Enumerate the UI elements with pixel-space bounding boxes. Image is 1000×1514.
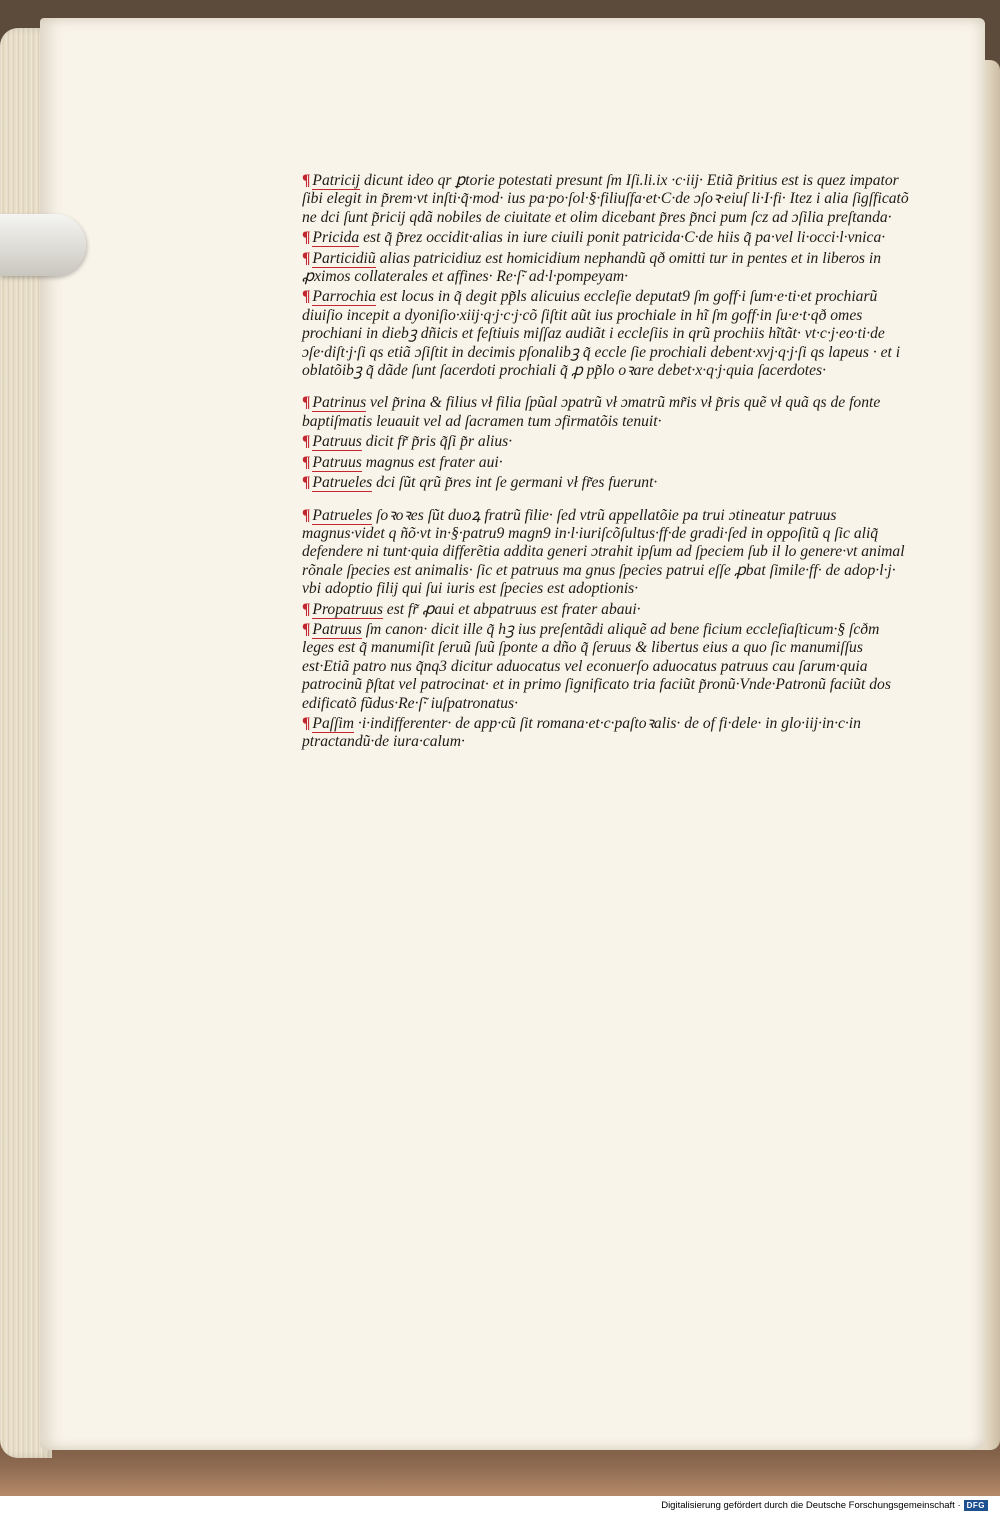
pilcrow-icon: ¶ xyxy=(302,229,311,247)
entry-text: ·i·indifferenter· de app·cũ ſit romana·et·c·paſtoꝛalis· de of fi·dele· in glo·iij·in·c·in ptractandũ·de iura·calum· xyxy=(302,714,861,751)
entry-text: ſoꝛoꝛes ſũt duoꝝ fratrũ filie· ſed vtrũ appellatõie pa trui ɔtineatur patruus magnus·videt q ñõ·vt in·§·patru9 magn9 in·l·iuriſcõſultus·ff·de gradi·ſed in oppoſitũ q ſic aliq̃ defendere ni tunt·quia differẽtia addita generi ɔtrahit ipſum ad ſpeciem ſub il lo genere·vt animal rõnale ſpecies est animalis· ſic et patruus ma gnus ſpecies patrui eſſe ꝓbat ſimile·ff· de adop·l·j· vbi adoptio filij qui ſui iuris est ſpecies est adoptionis· xyxy=(302,506,905,598)
pilcrow-icon: ¶ xyxy=(302,288,311,306)
entry-parrochia xyxy=(300,288,912,380)
entry-patruus-magnus xyxy=(300,454,912,472)
entry-head: Patruus xyxy=(312,453,362,471)
entry-text: dicunt ideo qr ꝑtorie potestati presunt ſm Iſi.li.ix ·c·iij· Etiã p̃ritius est is quez impator ſibi elegit in p̃rem·vt inſti·q̃·mod· ius pa·po·ſol·§·filiuſfa·et·C·de ɔſoꝛ·eiuſ li·I·fi· Itez i alia ſigſficatõ ne dci ſunt p̃ricij qdã nobiles de ciuitate et olim dicebant p̃res p̃nci pum ſcz ad ɔſilia preſtanda· xyxy=(302,172,909,226)
entry-text: ſm canon· dicit ille q̃ hꝫ ius preſentãdi aliquẽ ad bene ficium eccleſiaſticum·§ ſcðm leges est q̃ manumiſit ſeruũ ſuũ ſponte a dño q̃ ſeruus & libertus eius a quo ſic manumiſſus est·Etiã patro nus q̃nq3 dicitur aduocatus vel econuerſo aduocatus patruus cau ſarum·quia patrocinũ p̃ſtat vel patrocinat· et in primo ſignificato tria faciũt p̃ronũ·Vnde·Patronũ faciũt dos edificatõ fũdus·Re·ſ̃· iuſpatronatus· xyxy=(302,620,891,712)
entry-head: Patrueles xyxy=(312,474,373,492)
pilcrow-icon: ¶ xyxy=(302,433,311,451)
pilcrow-icon: ¶ xyxy=(302,394,311,412)
entry-text: magnus est frater aui· xyxy=(365,453,503,471)
pilcrow-icon: ¶ xyxy=(302,506,311,524)
entry-text: est q̃ p̃rez occidit·alias in iure ciuili ponit patricida·C·de hiis q̃ pa·vel li·occi·l·vnica· xyxy=(363,229,886,247)
entry-text: est locus in q̃ degit pp̃ls alicuius eccleſie deputat9 ſm goff·i ſum·e·ti·et prochiarũ diuiſio incepit a dyoniſio·xiij·q·j·c·j·cõ ſiſtit aũt ius prochiale in hĩ ſm goff·in ſu·e·t·qð omes prochiani in diebꝫ dñicis et feſtiuis miſſaz audiãt i eccleſiis in qrũ prochiis hĩtãt· vt·c·j·eo·ti·de ɔſe·diſt·j·ſi qs etiã ɔſiſtit in decimis pſonalibꝫ q̃ eccle ſie prochiali debent·xvj·q·j·ſi qs lapeus · et i oblatõibꝫ q̃ dãde ſunt ſacerdoti prochiali q̃ ꝓ pp̃lo oꝛare debet·x·q·j·quia ſacerdotes· xyxy=(302,288,901,380)
entry-pricida xyxy=(300,229,912,247)
entry-propatruus xyxy=(300,601,912,619)
entry-patruus xyxy=(300,433,912,451)
entry-patrinus xyxy=(300,394,912,431)
pilcrow-icon: ¶ xyxy=(302,714,311,732)
entry-particidium xyxy=(300,250,912,287)
entry-head: Patrinus xyxy=(312,394,367,412)
entry-head: Patrueles xyxy=(312,506,373,524)
entry-head: Parrochia xyxy=(312,288,376,306)
pilcrow-icon: ¶ xyxy=(302,600,311,618)
entry-head: Patruus xyxy=(312,620,362,638)
entry-patrueles xyxy=(300,474,912,492)
entry-head: Particidiũ xyxy=(312,249,376,267)
pilcrow-icon: ¶ xyxy=(302,620,311,638)
pilcrow-icon: ¶ xyxy=(302,453,311,471)
entry-head: Patruus xyxy=(312,433,362,451)
entry-patricij xyxy=(300,172,912,227)
pilcrow-icon: ¶ xyxy=(302,172,311,189)
incunable-text-column xyxy=(300,172,912,1147)
entry-passim xyxy=(300,715,912,752)
entry-text: alias patricidiuz est homicidium nephandũ qð omitti tur in pentes et in liberos in ꝓximos collaterales et affines· Re·ſ̃· ad·l·pompeyam· xyxy=(302,249,882,286)
entry-head: Paſſim xyxy=(312,714,355,732)
entry-patruus-canon xyxy=(300,621,912,713)
entry-head: Pricida xyxy=(312,229,360,247)
entry-patrueles-sorores xyxy=(300,507,912,599)
dfg-logo: DFG xyxy=(964,1500,988,1511)
entry-text: dicit fr̃ p̃ris q̃ſi p̃r alius· xyxy=(365,433,513,451)
digitization-credit-bar xyxy=(0,1496,1000,1514)
page-clip xyxy=(0,214,86,276)
entry-text: est fr̃ ꝓaui et abpatruus est frater abaui· xyxy=(386,600,641,618)
entry-head: Patricij xyxy=(312,172,361,189)
entry-text: vel p̃rina & filius vł filia ſpũal ɔpatrũ vł ɔmatrũ mr̃is vł p̃ris quẽ vł quã qs de fonte baptiſmatis leuauit vel ad ſacramen tum ɔfirmatõis tenuit· xyxy=(302,394,881,430)
pilcrow-icon: ¶ xyxy=(302,249,311,267)
entry-head: Propatruus xyxy=(312,600,383,618)
entry-text: dci ſũt qrũ p̃res int ſe germani vł fr̃es fuerunt· xyxy=(376,474,658,492)
credit-text: Digitalisierung gefördert durch die Deutsche Forschungsgemeinschaft · xyxy=(661,1499,961,1511)
pilcrow-icon: ¶ xyxy=(302,474,311,492)
